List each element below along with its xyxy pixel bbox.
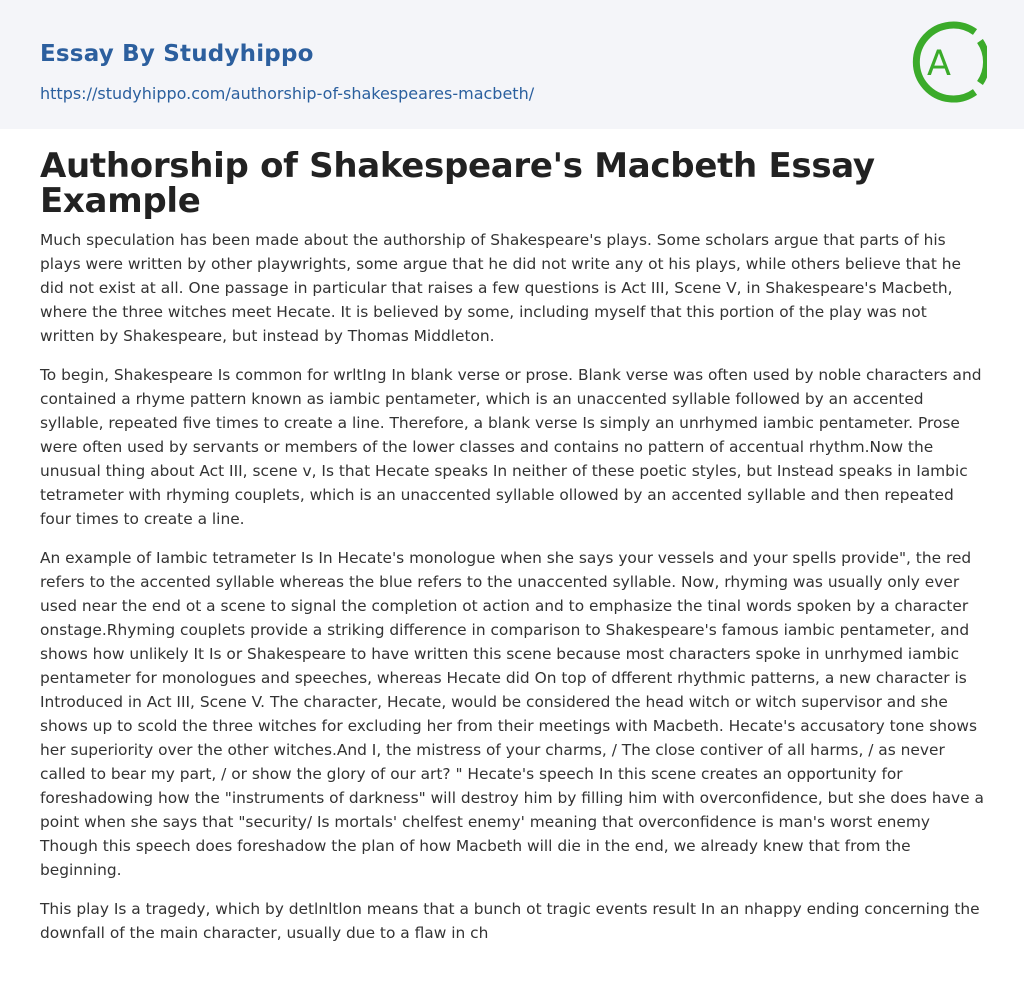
- site-header: [0, 0, 1024, 129]
- article-title: Authorship of Shakespeare's Macbeth Essay Example: [40, 146, 875, 221]
- logo-letter: A: [927, 44, 951, 84]
- article-body: [0, 146, 1024, 945]
- article-paragraph-1: Much speculation has been made about the authorship of Shakespeare's plays. Some scholars argue that parts of his plays were written by other playwrights, some argue that he did not write any ot his plays, while others believe that he did not exist at all. One passage in particular that raises a few questions is Act III, Scene V, in Shakespeare's Macbeth, where the three witches meet Hecate. It is believed by some, including myself that this portion of the play was not written by Shakespeare, but instead by Thomas Middleton.: [40, 231, 962, 345]
- article-paragraph-4: This play Is a tragedy, which by detlnltlon means that a bunch ot tragic events result In an nhappy ending concerning the downfall of the main character, usually due to a flaw in ch: [40, 900, 980, 942]
- article-paragraph-3: An example of Iambic tetrameter Is In Hecate's monologue when she says your vessels and your spells provide", the red refers to the accented syllable whereas the blue refers to the unaccented syllable. Now, rhyming was usually only ever used near the end ot a scene to signal the completion ot action and to emphasize the tinal words spoken by a character onstage.Rhyming couplets provide a striking difference in comparison to Shakespeare's famous iambic pentameter, and shows how unlikely It Is or Shakespeare to have written this scene because most characters spoke in unrhymed iambic pentameter for monologues and speeches, whereas Hecate did On top of dfferent rhythmic patterns, a new character is Introduced in Act III, Scene V. The character, Hecate, would be considered the head witch or witch supervisor and she shows up to scold the three witches for excluding her from their meetings with Macbeth. Hecate's accusatory tone shows her superiority over the other witches.And I, the mistress of your charms, / The close contiver of all harms, / as never called to bear my part, / or show the glory of our art? " Hecate's speech In this scene creates an opportunity for foreshadowing how the "instruments of darkness" will destroy him by filling him with overconfidence, but she does have a point when she says that "security/ Is mortals' chelfest enemy' meaning that overconfidence is man's worst enemy Though this speech does foreshadow the plan of how Macbeth will die in the end, we already knew that from the beginning.: [40, 549, 984, 879]
- studyhippo-logo-icon[interactable]: [911, 19, 987, 105]
- site-brand[interactable]: Essay By Studyhippo: [40, 41, 314, 67]
- article-paragraph-2: To begin, Shakespeare Is common for wrltIng In blank verse or prose. Blank verse was often used by noble characters and contained a rhyme pattern known as iambic pentameter, which is an unaccented syllable followed by an accented syllable, repeated five times to create a line. Therefore, a blank verse Is simply an unrhymed iambic pentameter. Prose were often used by servants or members of the lower classes and contains no pattern of accentual rhythm.Now the unusual thing about Act III, scene v, Is that Hecate speaks In neither of these poetic styles, but Instead speaks in Iambic tetrameter with rhyming couplets, which is an unaccented syllable ollowed by an accented syllable and then repeated four times to create a line.: [40, 366, 982, 528]
- source-url-link[interactable]: https://studyhippo.com/authorship-of-shakespeares-macbeth/: [40, 84, 535, 103]
